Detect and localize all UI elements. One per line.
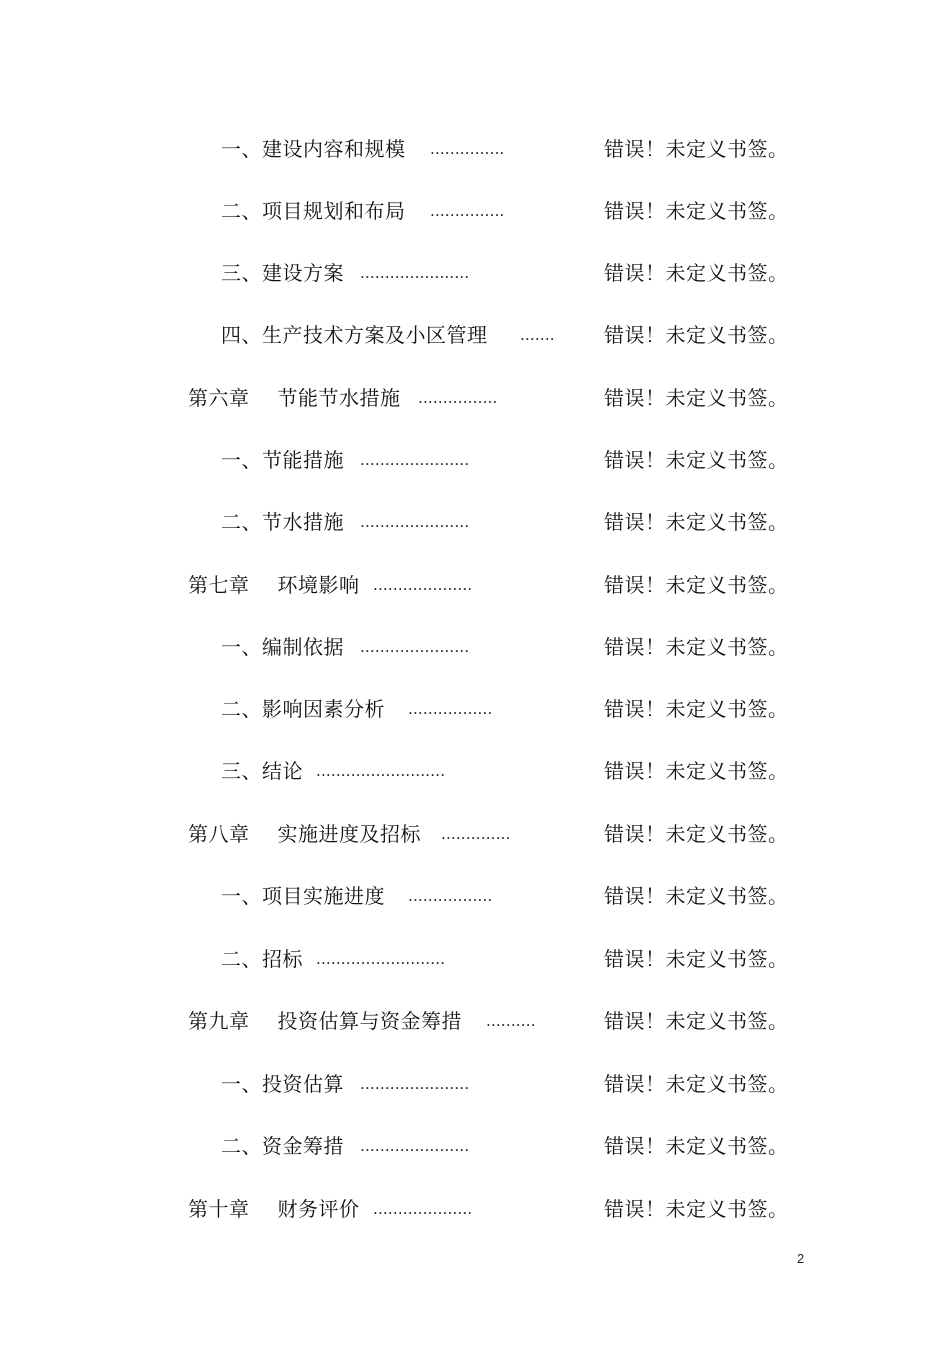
toc-dot-leader: ................. [408,887,493,905]
toc-chapter-number: 第八章 [188,822,250,846]
toc-page-reference: 错误！未定义书签。 [604,697,789,721]
toc-page-reference: 错误！未定义书签。 [604,1197,789,1221]
toc-page-reference: 错误！未定义书签。 [604,1072,789,1096]
toc-section-row[interactable] [0,942,950,976]
toc-section-title: 二、资金筹措 [221,1134,344,1158]
toc-page-reference: 错误！未定义书签。 [604,137,789,161]
toc-dot-leader: ............... [430,202,505,220]
toc-section-title: 三、结论 [221,759,303,783]
toc-section-title: 一、节能措施 [221,448,344,472]
toc-section-title: 二、节水措施 [221,510,344,534]
toc-page-reference: 错误！未定义书签。 [604,261,789,285]
toc-chapter-row[interactable] [0,381,950,415]
toc-entry-label [221,256,344,290]
toc-dot-leader: ...................... [360,513,470,531]
toc-section-title: 一、编制依据 [221,635,344,659]
toc-chapter-title: 投资估算与资金筹措 [277,1009,462,1033]
toc-dot-leader: ................. [408,700,493,718]
toc-entry-label [221,879,385,913]
toc-entry-label [221,318,488,352]
toc-section-title: 三、建设方案 [221,261,344,285]
toc-entry-label [221,443,344,477]
toc-entry-label [221,1129,344,1163]
toc-section-row[interactable] [0,132,950,166]
toc-dot-leader: ...................... [360,451,470,469]
toc-page-reference: 错误！未定义书签。 [604,573,789,597]
toc-section-row[interactable] [0,754,950,788]
toc-section-row[interactable] [0,194,950,228]
toc-chapter-title: 节能节水措施 [277,386,401,410]
toc-dot-leader: ............... [430,140,505,158]
toc-page-reference: 错误！未定义书签。 [604,635,789,659]
toc-dot-leader: .................... [373,576,473,594]
toc-section-row[interactable] [0,505,950,539]
toc-section-title: 一、建设内容和规模 [221,137,406,161]
toc-section-title: 四、生产技术方案及小区管理 [221,323,488,347]
toc-chapter-title: 实施进度及招标 [277,822,421,846]
toc-dot-leader: ...................... [360,638,470,656]
toc-page-reference: 错误！未定义书签。 [604,448,789,472]
toc-entry-label [188,1004,462,1038]
toc-section-title: 一、项目实施进度 [221,884,385,908]
toc-dot-leader: .......................... [316,950,446,968]
toc-entry-label [221,692,385,726]
toc-section-title: 二、项目规划和布局 [221,199,406,223]
toc-section-row[interactable] [0,256,950,290]
toc-entry-label [221,630,344,664]
toc-entry-label [221,194,406,228]
toc-page-reference: 错误！未定义书签。 [604,1134,789,1158]
toc-dot-leader: .......... [486,1012,536,1030]
page-number: 2 [797,1251,805,1266]
toc-entry-label [221,942,303,976]
toc-dot-leader: ................ [418,389,498,407]
toc-entry-label [221,132,406,166]
toc-section-row[interactable] [0,1129,950,1163]
toc-page-reference: 错误！未定义书签。 [604,884,789,908]
toc-section-title: 二、招标 [221,947,303,971]
toc-page-reference: 错误！未定义书签。 [604,323,789,347]
toc-chapter-number: 第九章 [188,1009,250,1033]
toc-chapter-number: 第六章 [188,386,250,410]
toc-page-reference: 错误！未定义书签。 [604,510,789,534]
toc-dot-leader: .............. [441,825,511,843]
toc-page-reference: 错误！未定义书签。 [604,947,789,971]
toc-chapter-number: 第十章 [188,1197,250,1221]
toc-section-row[interactable] [0,630,950,664]
toc-page-reference: 错误！未定义书签。 [604,199,789,223]
toc-entry-label [221,1067,344,1101]
toc-dot-leader: .................... [373,1200,473,1218]
toc-dot-leader: ...................... [360,1137,470,1155]
toc-dot-leader: .......................... [316,762,446,780]
toc-entry-label [188,817,421,851]
toc-page-reference: 错误！未定义书签。 [604,822,789,846]
toc-entry-label [188,1192,360,1226]
toc-chapter-title: 环境影响 [277,573,360,597]
toc-entry-label [221,754,303,788]
toc-entry-label [188,381,401,415]
toc-section-title: 一、投资估算 [221,1072,344,1096]
toc-chapter-row[interactable] [0,568,950,602]
toc-chapter-row[interactable] [0,817,950,851]
toc-section-row[interactable] [0,1067,950,1101]
toc-chapter-number: 第七章 [188,573,250,597]
toc-dot-leader: ...................... [360,1075,470,1093]
toc-section-row[interactable] [0,443,950,477]
toc-section-title: 二、影响因素分析 [221,697,385,721]
toc-section-row[interactable] [0,318,950,352]
toc-entry-label [188,568,360,602]
toc-section-row[interactable] [0,879,950,913]
toc-dot-leader: ....... [520,326,555,344]
toc-page-reference: 错误！未定义书签。 [604,386,789,410]
toc-page-reference: 错误！未定义书签。 [604,759,789,783]
toc-chapter-title: 财务评价 [277,1197,360,1221]
toc-entry-label [221,505,344,539]
toc-dot-leader: ...................... [360,264,470,282]
toc-section-row[interactable] [0,692,950,726]
toc-page-reference: 错误！未定义书签。 [604,1009,789,1033]
toc-chapter-row[interactable] [0,1192,950,1226]
toc-chapter-row[interactable] [0,1004,950,1038]
